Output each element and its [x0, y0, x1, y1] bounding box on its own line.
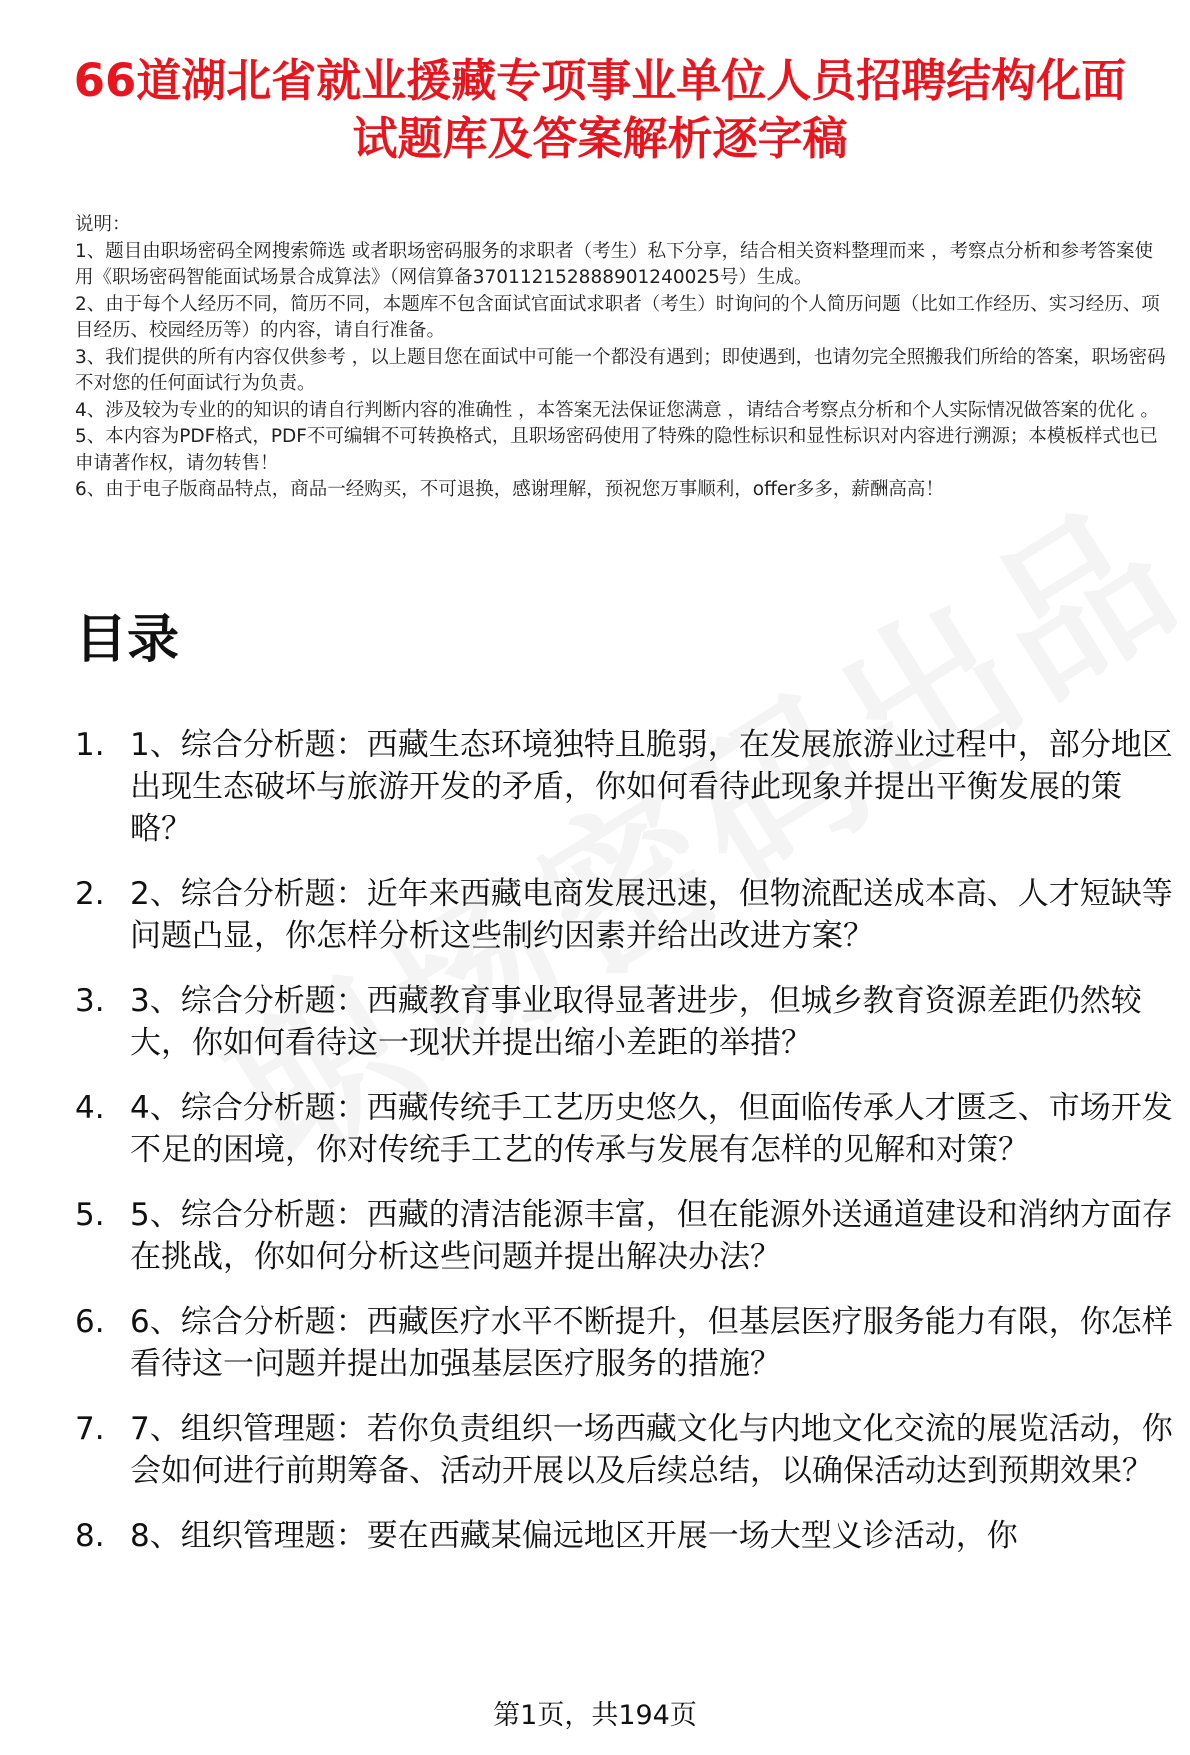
- toc-item[interactable]: [75, 1515, 1175, 1557]
- toc-item[interactable]: [75, 873, 1175, 957]
- toc-item-number: 1.: [75, 727, 105, 763]
- toc-item-number: 2.: [75, 876, 105, 912]
- toc-item-text[interactable]: 7、组织管理题：若你负责组织一场西藏文化与内地文化交流的展览活动，你会如何进行前期筹备、活动开展以及后续总结，以确保活动达到预期效果？: [130, 1411, 1173, 1489]
- notes-item: 2、由于每个人经历不同，简历不同，本题库不包含面试官面试求职者（考生）时询问的个人简历问题（比如工作经历、实习经历、项目经历、校园经历等）的内容，请自行准备。: [75, 293, 1160, 341]
- notes-item: 6、由于电子版商品特点，商品一经购买，不可退换，感谢理解，预祝您万事顺利，offer多多，薪酬高高！: [75, 479, 944, 500]
- toc-item-text[interactable]: 4、综合分析题：西藏传统手工艺历史悠久，但面临传承人才匮乏、市场开发不足的困境，你对传统手工艺的传承与发展有怎样的见解和对策？: [130, 1090, 1173, 1168]
- notes-item: 5、本内容为PDF格式，PDF不可编辑不可转换格式，且职场密码使用了特殊的隐性标识和显性标识对内容进行溯源；本模板样式也已申请著作权，请勿转售！: [75, 426, 1158, 474]
- toc-item-text[interactable]: 8、组织管理题：要在西藏某偏远地区开展一场大型义诊活动，你: [130, 1518, 1018, 1554]
- toc-item-text[interactable]: 2、综合分析题：近年来西藏电商发展迅速，但物流配送成本高、人才短缺等问题凸显，你怎样分析这些制约因素并给出改进方案？: [130, 876, 1173, 954]
- toc-item[interactable]: [75, 1301, 1175, 1385]
- toc-item-number: 8.: [75, 1518, 105, 1554]
- toc-item[interactable]: [75, 1087, 1175, 1171]
- notes-item: 3、我们提供的所有内容仅供参考 ，以上题目您在面试中可能一个都没有遇到；即使遇到，也请勿完全照搬我们所给的答案，职场密码不对您的任何面试行为负责。: [75, 346, 1166, 394]
- toc-item-text[interactable]: 1、综合分析题：西藏生态环境独特且脆弱，在发展旅游业过程中，部分地区出现生态破坏与旅游开发的矛盾，你如何看待此现象并提出平衡发展的策略？: [130, 727, 1173, 847]
- toc-item-number: 4.: [75, 1090, 105, 1126]
- toc-item-number: 3.: [75, 983, 105, 1019]
- toc-item-number: 7.: [75, 1411, 105, 1447]
- toc-item-number: 6.: [75, 1304, 105, 1340]
- toc-item-number: 5.: [75, 1197, 105, 1233]
- toc-heading: 目录: [75, 610, 180, 670]
- toc-item[interactable]: [75, 980, 1175, 1064]
- notes-item: 1、题目由职场密码全网搜索筛选 或者职场密码服务的求职者（考生）私下分享，结合相关资料整理而来 ，考察点分析和参考答案使用《职场密码智能面试场景合成算法》（网信算备370112152888901240025号）生成。: [75, 240, 1154, 288]
- toc-item[interactable]: [75, 1194, 1175, 1278]
- toc-item-text[interactable]: 3、综合分析题：西藏教育事业取得显著进步，但城乡教育资源差距仍然较大，你如何看待这一现状并提出缩小差距的举措？: [130, 983, 1142, 1061]
- toc-item-text[interactable]: 5、综合分析题：西藏的清洁能源丰富，但在能源外送通道建设和消纳方面存在挑战，你如何分析这些问题并提出解决办法？: [130, 1197, 1173, 1275]
- toc-list: [75, 724, 1175, 1580]
- notes-item: 4、涉及较为专业的的知识的请自行判断内容的准确性 ，本答案无法保证您满意 ，请结合考察点分析和个人实际情况做答案的优化 。: [75, 399, 1159, 421]
- notes-section: [75, 212, 1170, 504]
- document-title: 66道湖北省就业援藏专项事业单位人员招聘结构化面试题库及答案解析逐字稿: [73, 54, 1127, 165]
- toc-item[interactable]: [75, 724, 1175, 850]
- page-footer: 第1页，共194页: [493, 1700, 697, 1731]
- toc-item[interactable]: [75, 1408, 1175, 1492]
- toc-item-text[interactable]: 6、综合分析题：西藏医疗水平不断提升，但基层医疗服务能力有限，你怎样看待这一问题并提出加强基层医疗服务的措施？: [130, 1304, 1173, 1382]
- notes-heading: 说明：: [75, 214, 131, 235]
